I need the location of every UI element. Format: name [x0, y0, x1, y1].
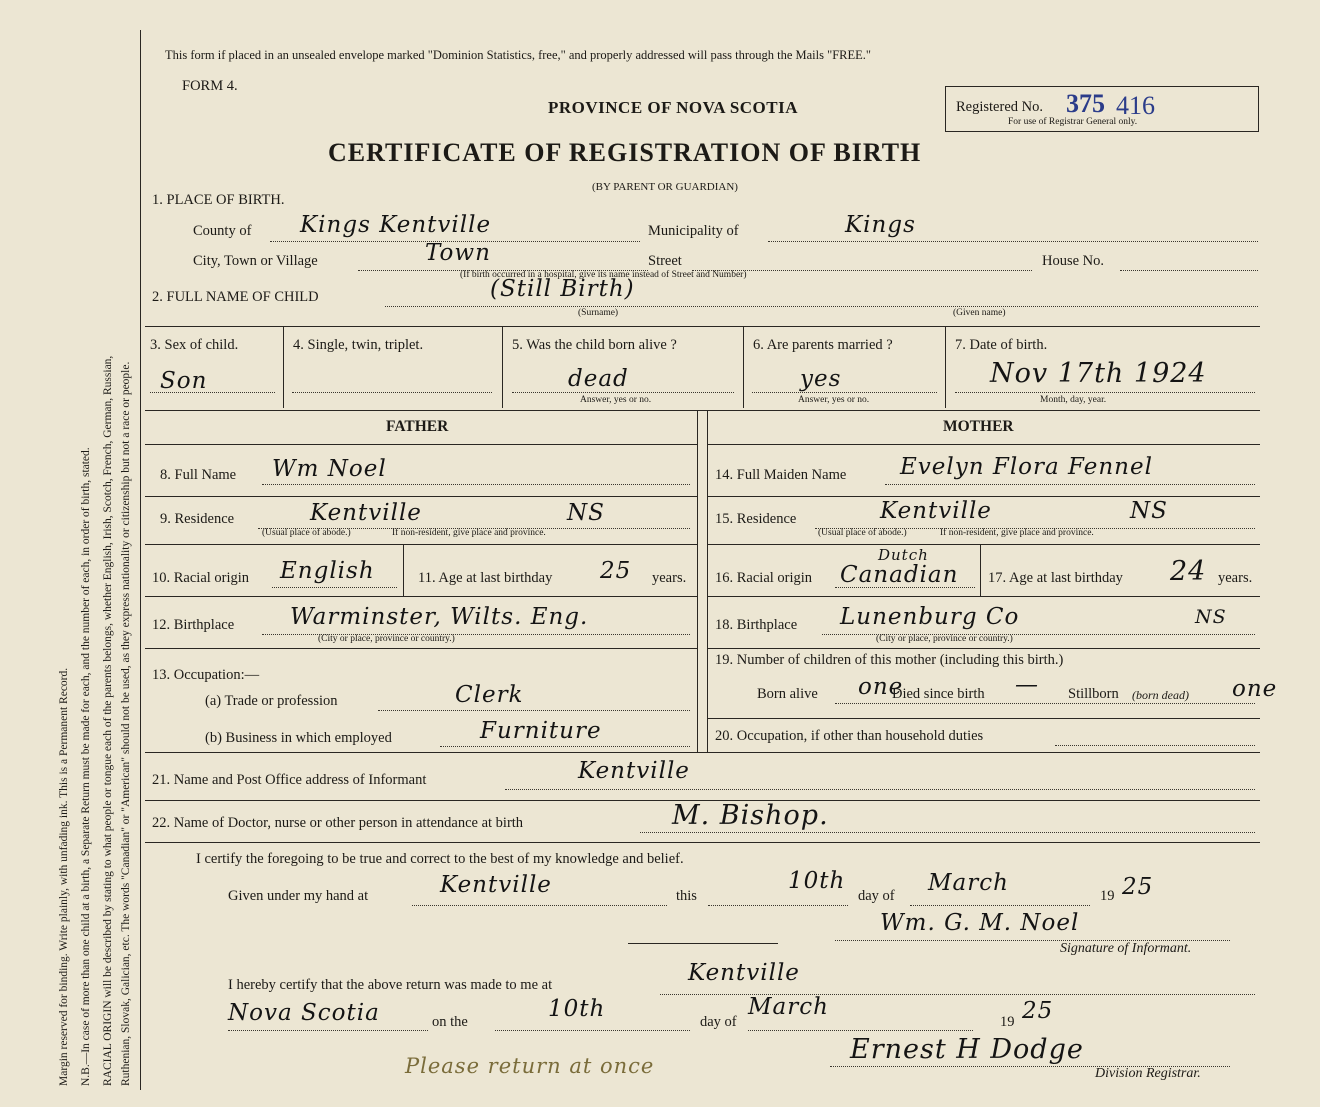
date-of-birth-value: Nov 17th 1924 [990, 358, 1207, 389]
mother-age-years: years. [1218, 570, 1253, 586]
city-value: Town [425, 240, 491, 266]
registrar-province-value: Nova Scotia [228, 1000, 380, 1026]
died-since-birth-label: Died since birth [892, 686, 985, 702]
registrar-day-value: 10th [548, 996, 606, 1022]
father-business-label: (b) Business in which employed [205, 730, 392, 746]
given-this-label: this [676, 888, 697, 904]
mother-abode-note: (Usual place of abode.) [818, 528, 907, 538]
registrar-place-value: Kentville [688, 960, 800, 986]
registrar-day-of-label: day of [700, 1014, 737, 1030]
born-alive-count-label: Born alive [757, 686, 818, 702]
father-nonresident-note: If non-resident, give place and province. [392, 528, 546, 538]
mother-nonresident-note: If non-resident, give place and province. [940, 528, 1094, 538]
mother-birthplace-province: NS [1195, 606, 1227, 628]
mother-occupation-label: 20. Occupation, if other than household duties [715, 728, 984, 744]
father-age-years: years. [652, 570, 687, 586]
father-birthplace-note: (City or place, province or country.) [318, 634, 455, 644]
father-racial-label: 10. Racial origin [152, 570, 250, 586]
father-age-value: 25 [600, 558, 632, 584]
registrar-on-the-label: on the [432, 1014, 468, 1030]
hospital-note: (If birth occurred in a hospital, give its name instead of Street and Number) [460, 270, 747, 280]
registered-number-a: 375 [1066, 89, 1105, 118]
stillborn-value: one [1232, 676, 1278, 702]
registered-label: Registered No. [956, 99, 1043, 115]
mother-racial-extra: Dutch [878, 546, 929, 564]
certificate-title: CERTIFICATE OF REGISTRATION OF BIRTH [328, 138, 922, 167]
multiplicity-label: 4. Single, twin, triplet. [293, 337, 424, 353]
given-year-value: 25 [1122, 874, 1154, 900]
given-day-value: 10th [788, 868, 846, 894]
father-residence-province: NS [567, 500, 605, 526]
mother-residence-value: Kentville [880, 498, 992, 524]
county-label: County of [193, 223, 252, 239]
registrar-year-value: 25 [1022, 998, 1054, 1024]
given-under-label: Given under my hand at [228, 888, 369, 904]
left-margin-notes [0, 0, 140, 1107]
registered-box [945, 86, 1259, 132]
county-value: Kings Kentville [300, 212, 492, 238]
doctor-value: M. Bishop. [672, 800, 829, 831]
father-trade-value: Clerk [455, 682, 524, 708]
municipality-value: Kings [845, 212, 916, 238]
margin-note-3: RACIAL ORIGIN will be described by stating to what people or tongue each of the parents belongs, whether English, Irish, Scotch, French, German, Russian, [102, 355, 114, 1086]
sex-label: 3. Sex of child. [150, 337, 239, 353]
father-trade-label: (a) Trade or profession [205, 693, 338, 709]
born-alive-label: 5. Was the child born alive ? [512, 337, 677, 353]
died-since-birth-value: — [1015, 672, 1039, 698]
mother-racial-value: Canadian [840, 562, 959, 588]
parents-married-note: Answer, yes or no. [798, 395, 870, 405]
form-number: FORM 4. [182, 78, 238, 94]
informant-signature: Wm. G. M. Noel [880, 910, 1080, 936]
father-heading: FATHER [386, 418, 449, 435]
mother-age-value: 24 [1170, 556, 1207, 587]
father-age-label: 11. Age at last birthday [418, 570, 553, 586]
given-year-prefix: 19 [1100, 888, 1115, 904]
surname-note: (Surname) [578, 308, 619, 318]
informant-value: Kentville [578, 758, 690, 784]
father-occupation-label: 13. Occupation:— [152, 667, 260, 683]
mother-racial-label: 16. Racial origin [715, 570, 813, 586]
place-of-birth-label: 1. PLACE OF BIRTH. [152, 192, 285, 208]
city-label: City, Town or Village [193, 253, 318, 269]
doctor-label: 22. Name of Doctor, nurse or other person in attendance at birth [152, 815, 524, 831]
house-no-label: House No. [1042, 253, 1105, 269]
father-residence-value: Kentville [310, 500, 422, 526]
born-alive-count-value: one [858, 674, 904, 700]
street-label: Street [648, 253, 682, 269]
mother-maiden-name-value: Evelyn Flora Fennel [900, 454, 1153, 480]
informant-signature-label: Signature of Informant. [1060, 941, 1192, 956]
father-racial-value: English [280, 558, 375, 584]
father-residence-label: 9. Residence [160, 511, 235, 527]
registrar-year-prefix: 19 [1000, 1014, 1015, 1030]
given-name-note: (Given name) [953, 308, 1006, 318]
father-name-label: 8. Full Name [160, 467, 237, 483]
mother-age-label: 17. Age at last birthday [988, 570, 1123, 586]
mother-birthplace-value: Lunenburg Co [840, 604, 1020, 630]
free-mail-notice: This form if placed in an unsealed envelope marked "Dominion Statistics, free," and properly addressed will pass through the Mails "FREE." [165, 48, 872, 62]
margin-note-1: Margin reserved for binding. Write plainly, with unfading ink. This is a Permanent Record. [58, 667, 70, 1086]
certificate-subtitle: (BY PARENT OR GUARDIAN) [592, 181, 738, 193]
children-count-label: 19. Number of children of this mother (including this birth.) [715, 652, 1064, 668]
mother-residence-label: 15. Residence [715, 511, 797, 527]
return-note: Please return at once [405, 1054, 655, 1078]
margin-rule [140, 30, 141, 1090]
born-alive-value: dead [568, 366, 629, 392]
province-title: PROVINCE OF NOVA SCOTIA [548, 98, 799, 117]
given-month-value: March [928, 870, 1009, 896]
registrar-use-note: For use of Registrar General only. [1008, 117, 1138, 127]
mother-birthplace-label: 18. Birthplace [715, 617, 798, 633]
stillborn-note: (born dead) [1132, 688, 1189, 702]
parents-married-label: 6. Are parents married ? [753, 337, 893, 353]
margin-note-4: Ruthenian, Slovak, Galician, etc. The words "Canadian" or "American" should not be used, as they express nationality or citizenship but not a race or people. [120, 361, 132, 1086]
informant-label: 21. Name and Post Office address of Informant [152, 772, 427, 788]
stillborn-label: Stillborn [1068, 686, 1119, 702]
registrar-month-value: March [748, 994, 829, 1020]
mother-residence-province: NS [1130, 498, 1168, 524]
sex-value: Son [160, 368, 208, 394]
father-birthplace-label: 12. Birthplace [152, 617, 235, 633]
date-of-birth-label: 7. Date of birth. [955, 337, 1048, 353]
mother-birthplace-note: (City or place, province or country.) [876, 634, 1013, 644]
father-name-value: Wm Noel [272, 456, 387, 482]
parents-married-value: yes [800, 366, 842, 392]
registrar-signature-label: Division Registrar. [1095, 1066, 1201, 1081]
margin-note-2: N.B.—In case of more than one child at a birth, a Separate Return must be made for each, and the number of each, in order of birth, stated. [80, 447, 92, 1086]
child-name-label: 2. FULL NAME OF CHILD [152, 289, 319, 305]
father-birthplace-value: Warminster, Wilts. Eng. [290, 604, 589, 630]
municipality-label: Municipality of [648, 223, 739, 239]
registered-number-b: 416 [1116, 91, 1155, 120]
certify-statement: I certify the foregoing to be true and correct to the best of my knowledge and belief. [196, 851, 684, 867]
given-place-value: Kentville [440, 872, 552, 898]
registrar-signature: Ernest H Dodge [850, 1034, 1084, 1065]
date-of-birth-note: Month, day, year. [1040, 395, 1107, 405]
mother-heading: MOTHER [943, 418, 1014, 435]
child-name-value: (Still Birth) [490, 276, 635, 302]
father-business-value: Furniture [480, 718, 602, 744]
born-alive-note: Answer, yes or no. [580, 395, 652, 405]
registrar-statement: I hereby certify that the above return was made to me at [228, 977, 553, 993]
mother-maiden-name-label: 14. Full Maiden Name [715, 467, 847, 483]
given-day-of-label: day of [858, 888, 895, 904]
father-abode-note: (Usual place of abode.) [262, 528, 351, 538]
